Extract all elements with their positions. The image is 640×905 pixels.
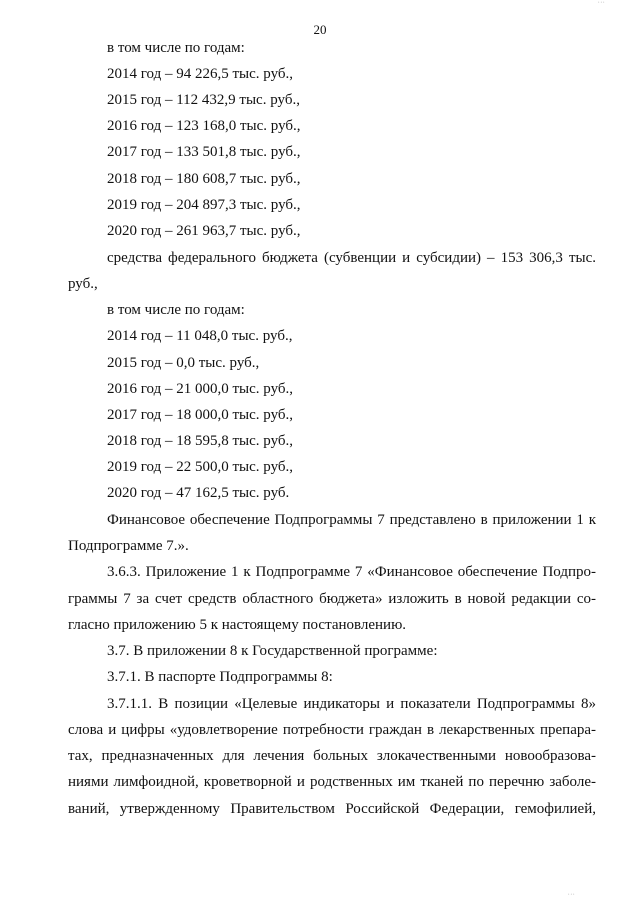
text-line: гласно приложению 5 к настоящему постановлению. — [68, 617, 407, 633]
text-line: тах, предназначенных для лечения больных злокачественными новообразова- — [68, 748, 596, 764]
text-line: в том числе по годам: — [107, 302, 245, 318]
text-line: 2017 год – 133 501,8 тыс. руб., — [107, 144, 301, 160]
text-line: 2020 год – 47 162,5 тыс. руб. — [107, 485, 290, 501]
text-line: 2015 год – 0,0 тыс. руб., — [107, 355, 260, 371]
text-line: 2019 год – 204 897,3 тыс. руб., — [107, 197, 301, 213]
text-line: 3.7.1.1. В позиции «Целевые индикаторы и показатели Подпрограммы 8» — [107, 696, 596, 712]
text-line: 3.7.1. В паспорте Подпрограммы 8: — [107, 669, 333, 685]
text-line: 2019 год – 22 500,0 тыс. руб., — [107, 459, 294, 475]
text-line: 3.6.3. Приложение 1 к Подпрограмме 7 «Финансовое обеспечение Подпро- — [107, 564, 596, 580]
text-line: 2017 год – 18 000,0 тыс. руб., — [107, 407, 294, 423]
text-line: 3.7. В приложении 8 к Государственной программе: — [107, 643, 438, 659]
text-line: средства федерального бюджета (субвенции и субсидии) – 153 306,3 тыс. — [107, 250, 596, 266]
text-line: слова и цифры «удовлетворение потребности граждан в лекарственных препара- — [68, 722, 596, 738]
text-line: в том числе по годам: — [107, 40, 245, 56]
text-line: граммы 7 за счет средств областного бюджета» изложить в новой редакции со- — [68, 591, 596, 607]
text-line: ваний, утвержденному Правительством Российской Федерации, гемофилией, — [68, 801, 596, 817]
text-line: 2014 год – 11 048,0 тыс. руб., — [107, 328, 293, 344]
text-line: 2016 год – 123 168,0 тыс. руб., — [107, 118, 301, 134]
corner-bottom-marks: ∙∙∙ — [568, 892, 576, 898]
text-line: Подпрограмме 7.». — [68, 538, 189, 554]
text-line: 2014 год – 94 226,5 тыс. руб., — [107, 66, 294, 82]
corner-top-marks: ∙∙∙ — [598, 0, 606, 6]
text-line: 2015 год – 112 432,9 тыс. руб., — [107, 92, 300, 108]
text-line: Финансовое обеспечение Подпрограммы 7 представлено в приложении 1 к — [107, 512, 596, 528]
text-line: 2020 год – 261 963,7 тыс. руб., — [107, 223, 301, 239]
text-line: ниями лимфоидной, кроветворной и родственных им тканей по перечню заболе- — [68, 774, 596, 790]
text-line: 2016 год – 21 000,0 тыс. руб., — [107, 381, 294, 397]
page-number: 20 — [313, 22, 327, 37]
text-line: руб., — [68, 276, 98, 292]
text-line: 2018 год – 18 595,8 тыс. руб., — [107, 433, 294, 449]
text-line: 2018 год – 180 608,7 тыс. руб., — [107, 171, 301, 187]
